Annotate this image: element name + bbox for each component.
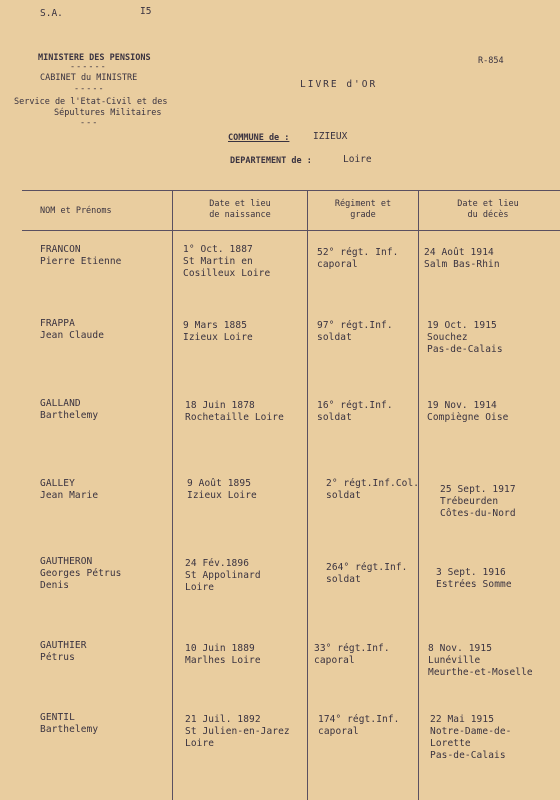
cabinet-name: CABINET du MINISTRE — [40, 73, 138, 83]
row-4-birth: 9 Août 1895 Izieux Loire — [187, 478, 257, 501]
document-number: R-854 — [478, 56, 504, 66]
row-3-birth: 18 Juin 1878 Rochetaille Loire — [185, 400, 284, 423]
row-7-death: 22 Mai 1915 Notre-Dame-de- Lorette Pas-de-Calais — [430, 714, 512, 761]
row-3-death: 19 Nov. 1914 Compiègne Oise — [427, 400, 509, 423]
row-6-name: GAUTHIER Pétrus — [40, 640, 87, 663]
commune-label: COMMUNE de : — [228, 133, 290, 143]
column-header-death: Date et lieu du décès — [457, 199, 519, 220]
divider-dashes-2: ----- — [74, 84, 105, 94]
departement-value: Loire — [343, 154, 372, 165]
table-header-border — [22, 230, 560, 231]
row-6-birth: 10 Juin 1889 Marlhes Loire — [185, 643, 261, 666]
row-7-name: GENTIL Barthelemy — [40, 712, 99, 735]
row-1-death: 24 Août 1914 Salm Bas-Rhin — [424, 247, 500, 270]
row-2-birth: 9 Mars 1885 Izieux Loire — [183, 320, 253, 343]
column-divider-1 — [172, 190, 173, 800]
row-5-birth: 24 Fév.1896 St Appolinard Loire — [185, 558, 261, 593]
row-3-regiment: 16° régt.Inf. soldat — [317, 400, 393, 423]
row-5-regiment: 264° régt.Inf. soldat — [326, 562, 408, 585]
divider-dashes: ------ — [70, 62, 107, 72]
row-1-name: FRANCON Pierre Etienne — [40, 244, 122, 267]
row-7-regiment: 174° régt.Inf. caporal — [318, 714, 400, 737]
row-2-death: 19 Oct. 1915 Souchez Pas-de-Calais — [427, 320, 503, 355]
row-7-birth: 21 Juil. 1892 St Julien-en-Jarez Loire — [185, 714, 290, 749]
row-6-regiment: 33° régt.Inf. caporal — [314, 643, 390, 666]
row-1-birth: 1° Oct. 1887 St Martin en Cosilleux Loire — [183, 244, 271, 279]
reference-number: I5 — [140, 6, 152, 17]
row-4-death: 25 Sept. 1917 Trébeurden Côtes-du-Nord — [440, 484, 516, 519]
column-header-name: NOM et Prénoms — [40, 206, 112, 216]
ministry-name: MINISTERE DES PENSIONS — [38, 53, 151, 63]
divider-dashes-3: --- — [80, 118, 99, 128]
row-4-name: GALLEY Jean Marie — [40, 478, 99, 501]
row-2-regiment: 97° régt.Inf. soldat — [317, 320, 393, 343]
column-header-regiment: Régiment et grade — [334, 199, 392, 220]
table-top-border — [22, 190, 560, 191]
commune-value: IZIEUX — [313, 131, 348, 142]
row-5-death: 3 Sept. 1916 Estrées Somme — [436, 567, 512, 590]
column-header-birth: Date et lieu de naissance — [209, 199, 271, 220]
row-1-regiment: 52° régt. Inf. caporal — [317, 247, 399, 270]
service-line-1: Service de l'Etat-Civil et des — [14, 97, 168, 107]
service-line-2: Sépultures Militaires — [54, 108, 162, 118]
row-2-name: FRAPPA Jean Claude — [40, 318, 105, 341]
column-divider-2 — [307, 190, 308, 800]
document-title: LIVRE d'OR — [300, 79, 378, 90]
row-6-death: 8 Nov. 1915 Lunéville Meurthe-et-Moselle — [428, 643, 533, 678]
row-4-regiment: 2° régt.Inf.Col. soldat — [326, 478, 420, 501]
reference-code: S.A. — [40, 8, 63, 19]
row-5-name: GAUTHERON Georges Pétrus Denis — [40, 556, 122, 591]
row-3-name: GALLAND Barthelemy — [40, 398, 99, 421]
departement-label: DEPARTEMENT de : — [230, 156, 312, 166]
